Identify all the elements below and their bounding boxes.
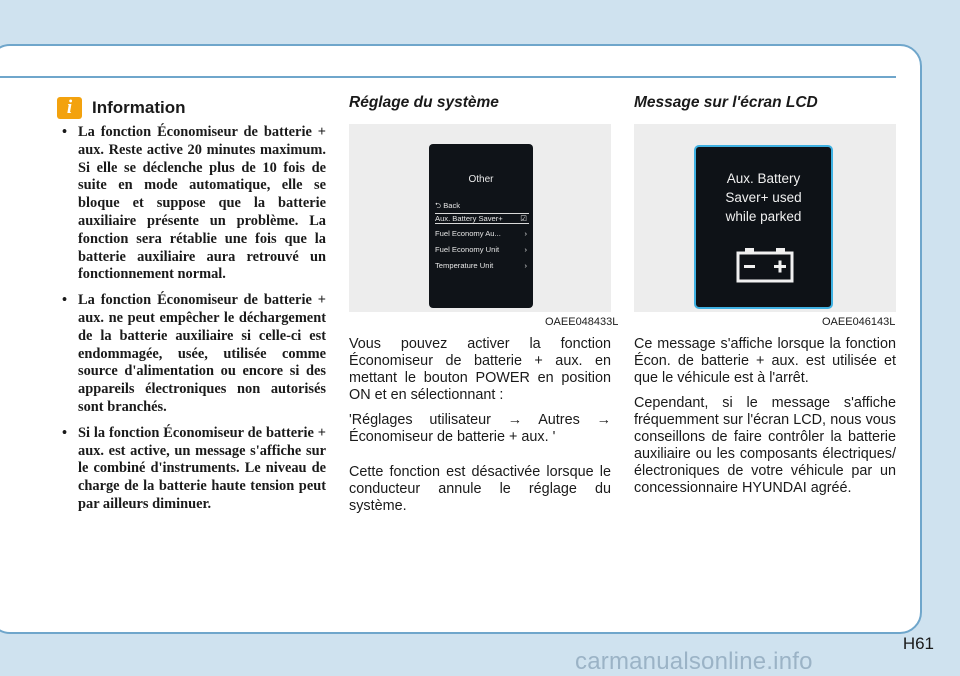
lcd-message: Aux. Battery Saver+ used while parked bbox=[725, 171, 802, 224]
section-system-body bbox=[349, 336, 611, 523]
paragraph: Cependant, si le message s'affiche fréquemment sur l'écran LCD, nous vous conseillons de faire contrôler la batterie auxiliaire ou les composants électriques/électroniques de votre véhicule par un concessionnaire HYUNDAI agréé. bbox=[634, 395, 896, 496]
settings-lcd-screen bbox=[429, 144, 533, 308]
section-system-title-wrap bbox=[349, 94, 611, 112]
chevron-right-icon: › bbox=[524, 229, 527, 238]
lcd-menu-header: Other bbox=[468, 174, 494, 185]
info-heading bbox=[57, 97, 186, 119]
section-lcd-title: Message sur l'écran LCD bbox=[634, 94, 818, 111]
section-lcd-body bbox=[634, 336, 896, 505]
paragraph: Ce message s'affiche lorsque la fonction Écon. de batterie + aux. est utilisée et que le véhicule est à l'arrêt. bbox=[634, 336, 896, 386]
figure-caption: OAEE048433L bbox=[545, 316, 619, 328]
paragraph: 'Réglages utilisateur → Autres → Économiseur de batterie + aux. ' bbox=[349, 412, 611, 445]
page-number: H61 bbox=[902, 634, 934, 653]
info-icon: i bbox=[57, 97, 82, 119]
figure-settings-lcd bbox=[349, 124, 611, 312]
lcd-menu-item: Temperature Unit › bbox=[435, 261, 527, 270]
paragraph: Cette fonction est désactivée lorsque le conducteur annule le réglage du système. bbox=[349, 464, 611, 514]
chevron-right-icon: › bbox=[524, 261, 527, 270]
lcd-menu-item-selected: Aux. Battery Saver+ ☑ bbox=[435, 214, 527, 223]
figure-message-lcd bbox=[634, 124, 896, 312]
lcd-menu-item-back: ⮌ Back bbox=[435, 201, 461, 210]
section-lcd-title-wrap bbox=[634, 94, 896, 112]
info-title: Information bbox=[92, 98, 186, 117]
section-system-title: Réglage du système bbox=[349, 94, 499, 111]
info-bullet: • La fonction Économiseur de batterie + aux. ne peut empêcher le déchargement de la batterie auxiliaire si celle-ci est endommagée, usée, utilisée comme source d'alimentation ou encore si des appareils électroniques non autorisés sont branchés. bbox=[62, 292, 326, 417]
info-bullet: • Si la fonction Économiseur de batterie + aux. est active, un message s'affiche sur le combiné d'instruments. Le niveau de charge de la batterie haute tension peut par ailleurs diminuer. bbox=[62, 425, 326, 514]
lcd-menu-item: Fuel Economy Au... › bbox=[435, 229, 527, 238]
lcd-menu-item: Fuel Economy Unit › bbox=[435, 245, 527, 254]
chevron-right-icon: › bbox=[524, 245, 527, 254]
battery-icon bbox=[736, 247, 794, 283]
figure-caption: OAEE046143L bbox=[822, 316, 896, 328]
paragraph: Vous pouvez activer la fonction Économiseur de batterie + aux. en mettant le bouton POWER en position ON et en sélectionnant : bbox=[349, 336, 611, 403]
watermark: carmanualsonline.info bbox=[575, 648, 813, 675]
info-bullet: • La fonction Économiseur de batterie + aux. Reste active 20 minutes maximum. Si elle se déclenche plus de 10 fois de suite en mode automatique, elle se bloque et suppose que la batterie auxiliaire présente un problème. La fonction sera rétablie une fois que la batterie auxiliaire aura retrouvé un fonctionnement normal. bbox=[62, 124, 326, 284]
header-rule bbox=[0, 76, 896, 78]
message-lcd-screen bbox=[694, 145, 833, 309]
back-arrow-icon: ⮌ bbox=[435, 201, 444, 210]
info-bullet-list bbox=[62, 124, 326, 522]
checkmark-icon: ☑ bbox=[520, 214, 527, 223]
